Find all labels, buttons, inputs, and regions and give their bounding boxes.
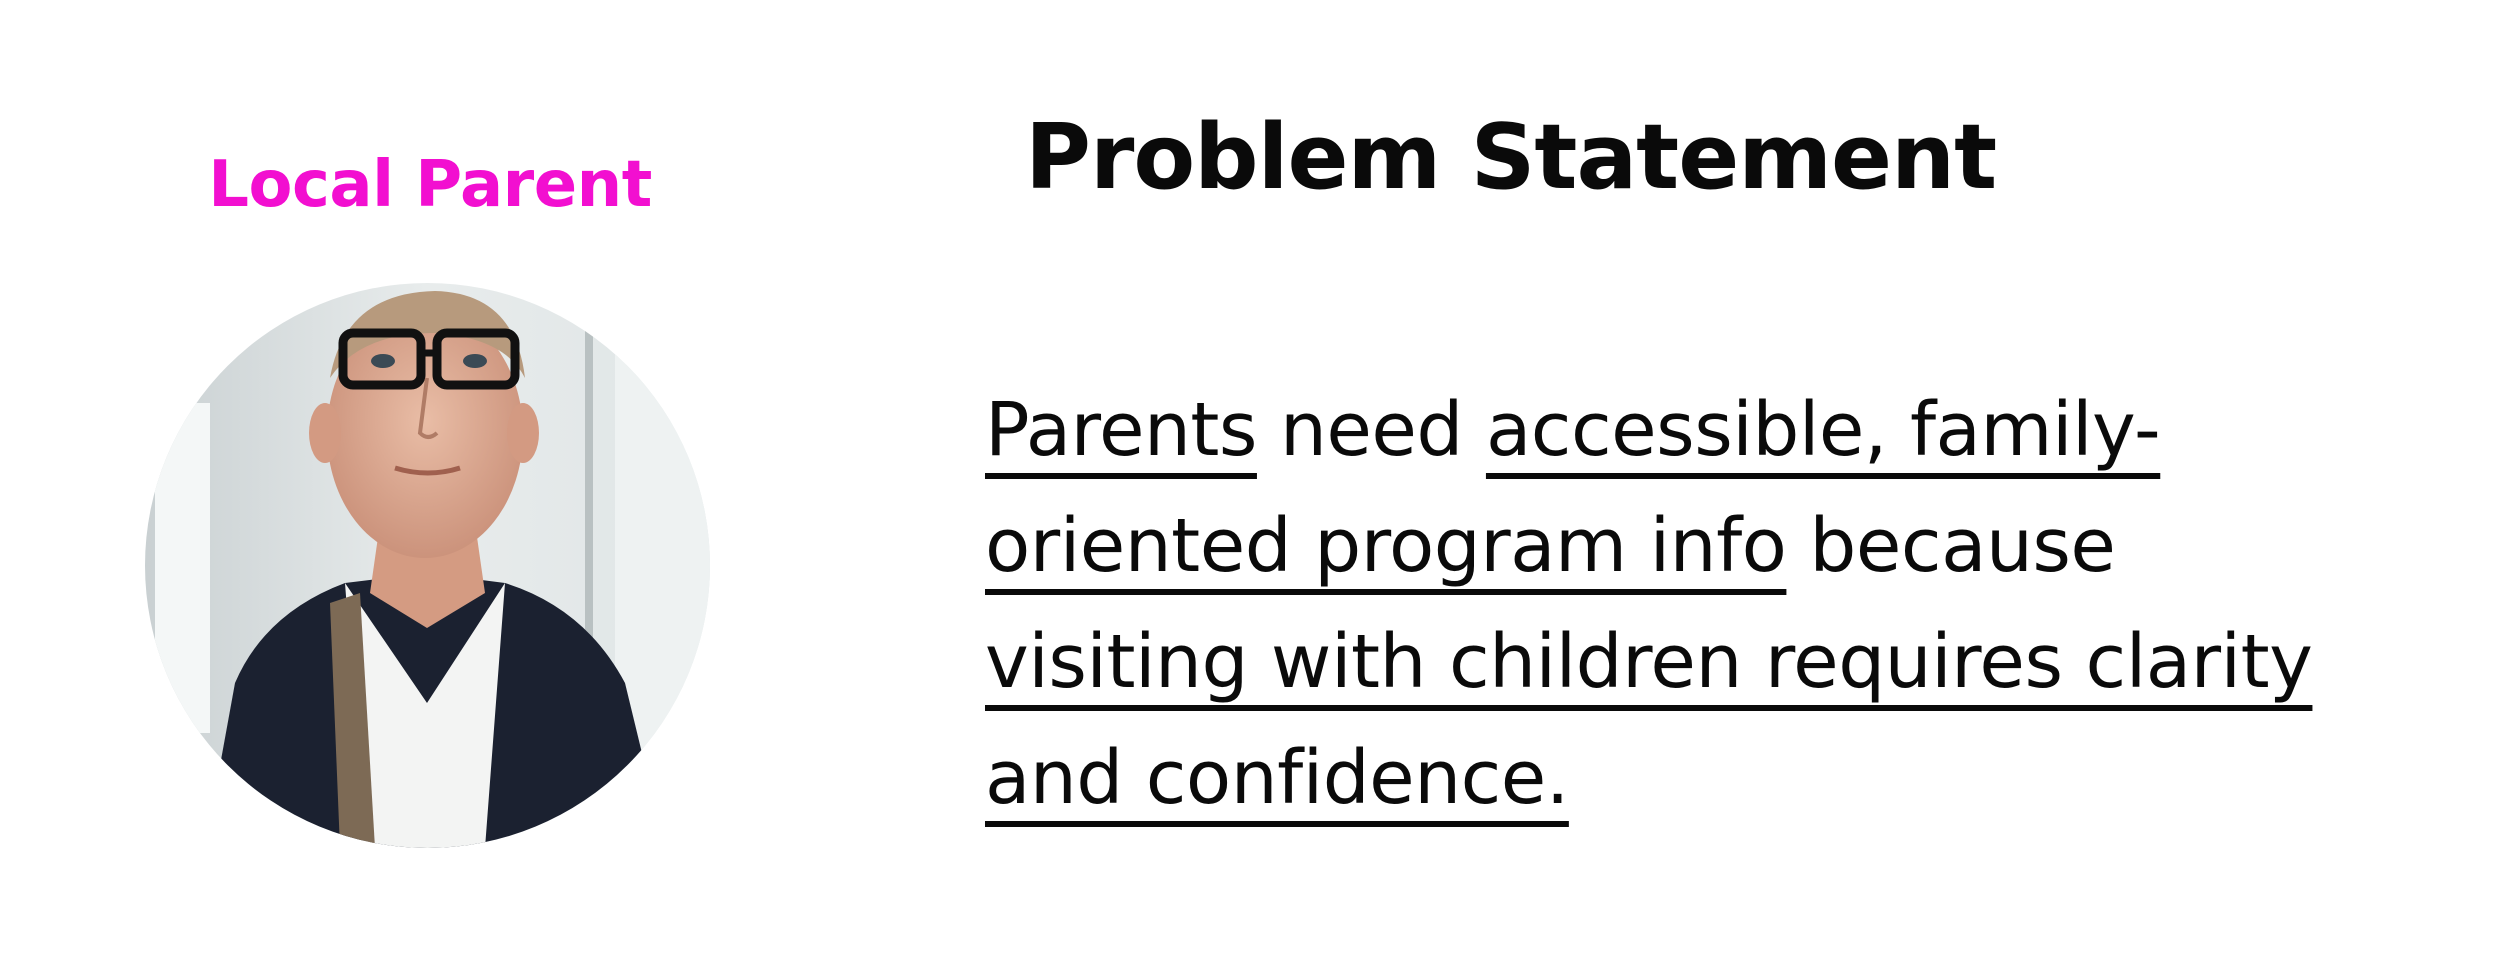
- avatar-image: [145, 283, 710, 848]
- problem-statement: [985, 372, 2435, 836]
- statement-keyword: oriented program info: [985, 503, 1787, 589]
- avatar: [145, 283, 710, 848]
- statement-line: [985, 488, 2435, 604]
- statement-text: need: [1256, 387, 1486, 473]
- statement-text: because: [1786, 503, 2116, 589]
- statement-line: [985, 604, 2435, 720]
- statement-keyword: accessible, family-: [1485, 387, 2161, 473]
- statement-keyword: and confidence.: [985, 735, 1569, 821]
- page-title: Problem Statement: [1025, 105, 1997, 210]
- statement-keyword: visiting with children requires clarity: [985, 619, 2313, 705]
- statement-keyword: Parents: [985, 387, 1257, 473]
- persona-label: Local Parent: [208, 148, 652, 222]
- statement-line: [985, 372, 2435, 488]
- statement-line: [985, 720, 2435, 836]
